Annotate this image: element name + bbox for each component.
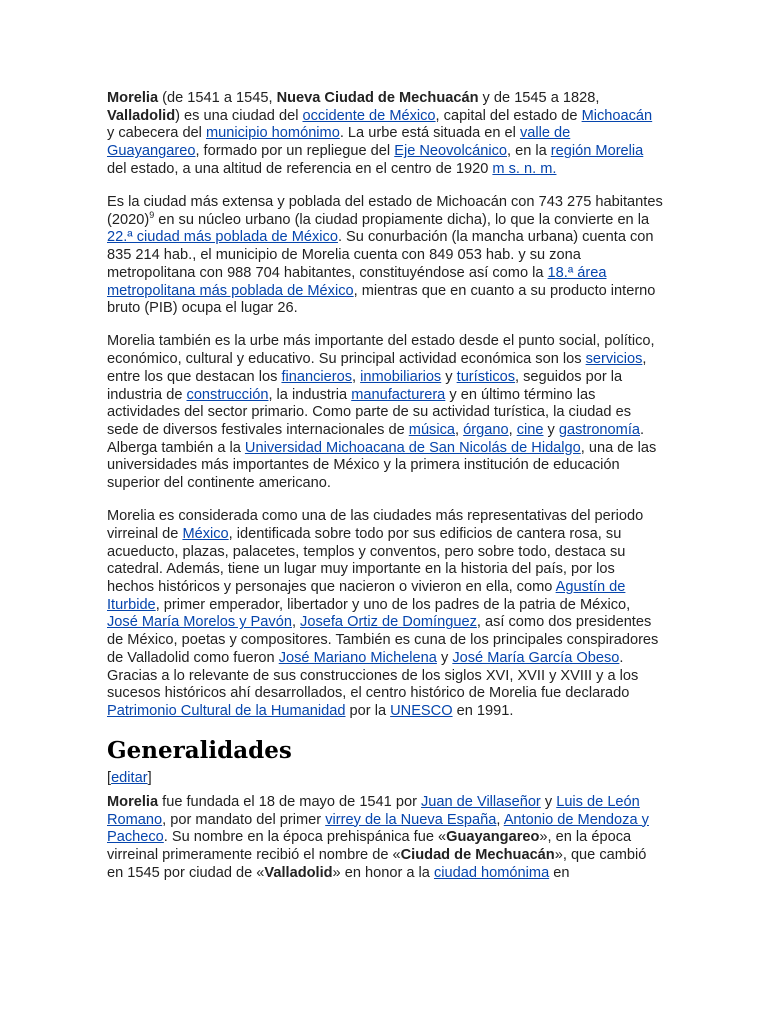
text-run: y xyxy=(540,793,557,810)
text-run: y xyxy=(543,421,559,438)
text-run: en su núcleo urbano (la ciudad propiamente dicha), lo que la convierte en la xyxy=(154,211,650,228)
edit-section xyxy=(107,770,663,788)
inline-link[interactable]: música xyxy=(408,421,456,438)
text-run: », en la época virreinal primeramente recibió el nombre de « xyxy=(107,829,632,864)
inline-link[interactable]: occidente de México xyxy=(302,107,436,124)
bold-term: Valladolid xyxy=(107,107,176,124)
inline-link[interactable]: México xyxy=(182,525,229,542)
text-run: , primer emperador, libertador y uno de los padres de la patria de México, xyxy=(155,596,631,613)
paragraph-economy xyxy=(107,333,663,492)
inline-link[interactable]: manufacturera xyxy=(351,386,446,403)
section-heading: Generalidades xyxy=(107,737,292,765)
text-run: , xyxy=(455,421,464,438)
inline-link[interactable]: municipio homónimo xyxy=(205,125,340,142)
text-run: del estado, a una altitud de referencia en el centro de 1920 xyxy=(107,160,493,177)
inline-link[interactable]: Universidad Michoacana de San Nicolás de Hidalgo xyxy=(244,439,581,456)
inline-link[interactable]: 18.ª área metropolitana más poblada de México xyxy=(107,264,607,299)
text-run: . La urbe está situada en el xyxy=(339,125,520,142)
inline-link[interactable]: UNESCO xyxy=(390,703,453,719)
text-run: Morelia también es la urbe más importante del estado desde el punto social, político, económico, cultural y educativo. Su principal actividad económica son los xyxy=(107,333,655,368)
text-run: , seguidos por la industria de xyxy=(107,368,623,403)
text-run: y xyxy=(436,649,453,666)
footnote-ref[interactable]: 9 xyxy=(149,209,155,220)
text-run: , entre los que destacan los xyxy=(107,351,647,385)
text-run: y cabecera del xyxy=(107,125,206,142)
text-run: , por mandato del primer xyxy=(162,811,326,828)
inline-link[interactable]: José María García Obeso xyxy=(452,649,620,666)
inline-link[interactable]: Juan de Villaseñor xyxy=(420,793,541,810)
bold-term: Valladolid xyxy=(264,864,333,881)
text-run: , en la xyxy=(506,143,551,160)
text-run: , capital del estado de xyxy=(435,107,582,124)
text-run: , la industria xyxy=(268,386,352,403)
text-run: . Su nombre en la época prehispánica fue « xyxy=(163,829,447,846)
inline-link[interactable]: turísticos xyxy=(456,368,516,385)
paragraph-population xyxy=(107,194,663,318)
edit-bracket-close: ] xyxy=(147,770,152,787)
inline-link[interactable]: Josefa Ortiz de Domínguez xyxy=(300,614,477,631)
text-run: (de 1541 a 1545, xyxy=(158,90,277,106)
text-run: , identificada sobre todo por sus edificios de cantera rosa, su acueducto, plazas, palacetes, templos y conventos, pero sobre todo, destaca su catedral. Además, tiene un lugar muy importante en la historia del país, por los hechos históricos y personajes que nacieron o vivieron en ella, como xyxy=(107,525,626,596)
inline-link[interactable]: valle de Guayangareo xyxy=(107,125,571,160)
paragraph-history xyxy=(107,508,663,720)
text-run: y en último término las actividades del sector primario. Como parte de su actividad turística, la ciudad es sede de diversos festivales internacionales de xyxy=(107,386,632,438)
bold-term: Nueva Ciudad de Mechuacán xyxy=(276,90,479,106)
inline-link[interactable]: Luis de León Romano xyxy=(107,793,640,828)
text-run: . Su conurbación (la mancha urbana) cuenta con 835 214 hab., el municipio de Morelia cuenta con 849 053 hab. y su zona metropolitana con 988 704 habitantes, constituyéndose así como la xyxy=(107,229,654,281)
text-run: Es la ciudad más extensa y poblada del estado de Michoacán con 743 275 habitantes (2020) xyxy=(107,194,663,228)
bold-term: Ciudad de Mechuacán xyxy=(400,847,555,864)
text-run: en 1991. xyxy=(452,703,514,719)
inline-link[interactable]: José María Morelos y Pavón xyxy=(107,614,292,631)
text-run: , xyxy=(352,368,361,385)
inline-link[interactable]: Antonio de Mendoza y Pacheco xyxy=(107,811,649,846)
inline-link[interactable]: virrey de la Nueva España xyxy=(325,811,497,828)
inline-link[interactable]: m s. n. m. xyxy=(492,160,557,177)
inline-link[interactable]: órgano xyxy=(463,421,509,438)
text-run: en xyxy=(549,864,570,881)
text-run: », que cambió en 1545 por ciudad de « xyxy=(107,847,647,881)
inline-link[interactable]: región Morelia xyxy=(550,143,644,160)
edit-link[interactable]: editar xyxy=(111,770,148,787)
text-run: , xyxy=(508,421,517,438)
text-run: Morelia es considerada como una de las ciudades más representativas del periodo virreinal de xyxy=(107,508,644,542)
bold-term: Morelia xyxy=(107,793,159,810)
text-run: , xyxy=(496,811,504,828)
inline-link[interactable]: Michoacán xyxy=(581,107,653,124)
bold-term: Guayangareo xyxy=(446,829,540,846)
text-run: , una de las universidades más importantes de México y la primera institución de educación superior del continente americano. xyxy=(107,439,657,492)
text-run: ) es una ciudad del xyxy=(175,107,303,124)
text-run: , mientras que en cuanto a su producto interno bruto (PIB) ocupa el lugar 26. xyxy=(107,282,656,317)
text-run: y de 1545 a 1828, xyxy=(478,90,600,106)
text-run: . Alberga también a la xyxy=(107,421,645,456)
inline-link[interactable]: 22.ª ciudad más poblada de México xyxy=(107,229,338,246)
text-run: y xyxy=(441,368,457,385)
text-run: fue fundada el 18 de mayo de 1541 por xyxy=(158,793,421,810)
inline-link[interactable]: Patrimonio Cultural de la Humanidad xyxy=(107,703,346,719)
inline-link[interactable]: ciudad homónima xyxy=(433,864,550,881)
inline-link[interactable]: Agustín de Iturbide xyxy=(107,579,626,613)
paragraph-intro xyxy=(107,90,663,179)
text-run: » en honor a la xyxy=(332,864,434,881)
text-run: , formado por un repliegue del xyxy=(195,143,395,160)
text-run: , xyxy=(291,614,301,631)
inline-link[interactable]: construcción xyxy=(186,386,269,403)
inline-link[interactable]: José Mariano Michelena xyxy=(278,649,437,666)
text-run: , así como dos presidentes de México, poetas y compositores. También es cuna de los principales conspiradores de Valladolid como fueron xyxy=(107,614,659,666)
inline-link[interactable]: inmobiliarios xyxy=(360,368,442,385)
inline-link[interactable]: Eje Neovolcánico xyxy=(394,143,507,160)
article-body xyxy=(107,90,663,898)
edit-bracket-open: [ xyxy=(107,770,112,787)
inline-link[interactable]: cine xyxy=(516,421,544,438)
text-run: por la xyxy=(345,703,391,719)
bold-term: Morelia xyxy=(107,90,159,106)
text-run: . Gracias a lo relevante de sus construcciones de los siglos XVI, XVII y XVIII y a los sucesos históricos ahí desarrollados, el centro histórico de Morelia fue declarado xyxy=(107,649,639,702)
paragraph-generalidades xyxy=(107,794,663,883)
inline-link[interactable]: financieros xyxy=(281,368,353,385)
inline-link[interactable]: gastronomía xyxy=(558,421,640,438)
inline-link[interactable]: servicios xyxy=(585,351,643,368)
